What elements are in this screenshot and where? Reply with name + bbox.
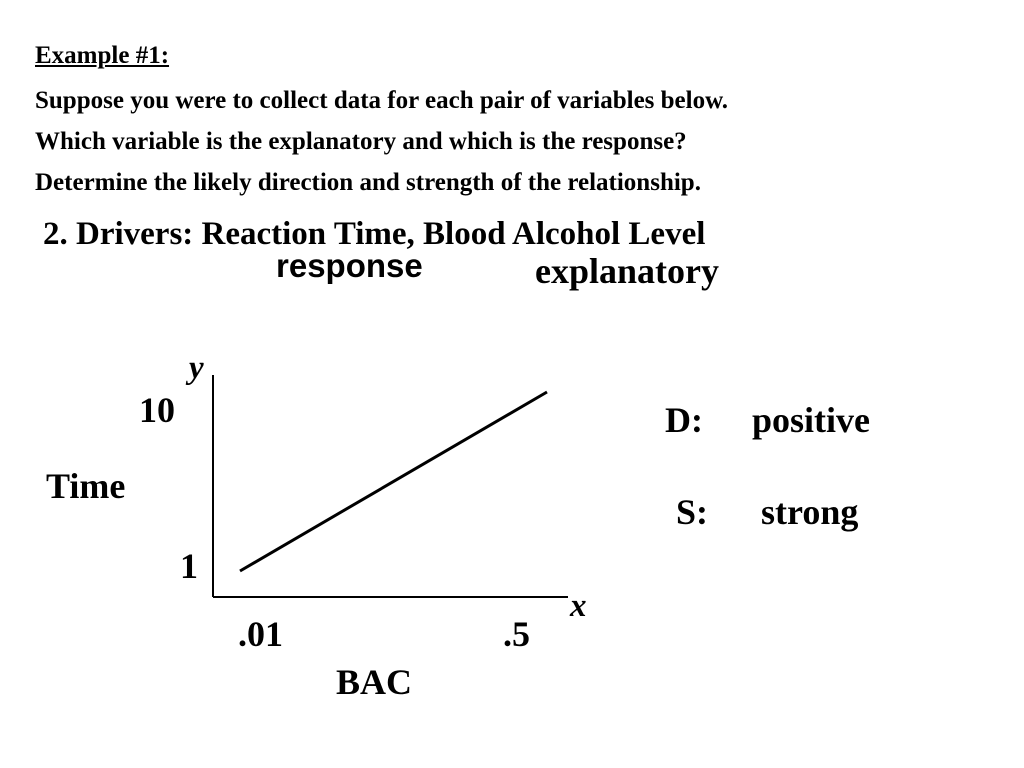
y-axis-letter: y xyxy=(189,350,204,386)
instruction-line-2: Which variable is the explanatory and which is the response? xyxy=(35,128,687,155)
instruction-line-1: Suppose you were to collect data for each pair of variables below. xyxy=(35,87,729,114)
example-heading: Example #1: xyxy=(35,42,170,69)
x-tick-high: .5 xyxy=(503,614,530,654)
y-axis-label: Time xyxy=(46,466,126,506)
explanatory-label: explanatory xyxy=(535,251,719,291)
direction-label: D: xyxy=(665,400,703,440)
y-tick-low: 1 xyxy=(180,546,198,586)
question-text: 2. Drivers: Reaction Time, Blood Alcohol Level xyxy=(43,216,706,252)
response-label: response xyxy=(276,247,423,284)
strength-label: S: xyxy=(676,492,709,532)
x-axis-label: BAC xyxy=(336,662,413,702)
x-axis-letter: x xyxy=(570,588,587,624)
x-tick-low: .01 xyxy=(238,614,283,654)
relationship-line xyxy=(240,392,547,571)
strength-value: strong xyxy=(761,492,859,532)
direction-value: positive xyxy=(752,400,871,440)
instruction-line-3: Determine the likely direction and strength of the relationship. xyxy=(35,169,701,196)
y-tick-high: 10 xyxy=(139,390,175,430)
